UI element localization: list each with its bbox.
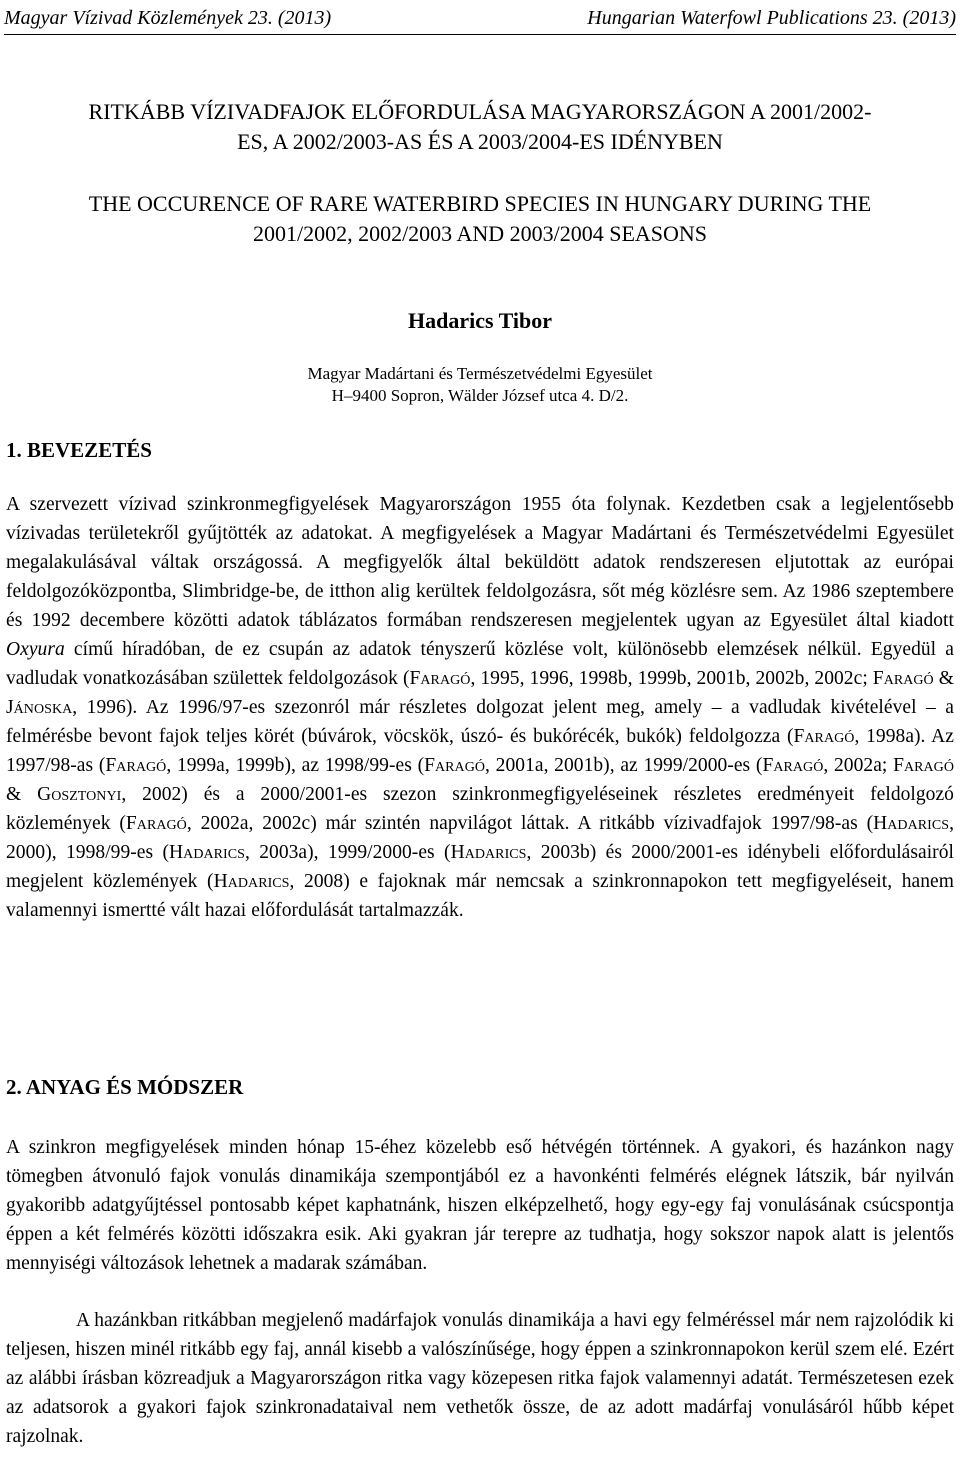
text-run: & (933, 668, 954, 689)
text-run: című híradóban, de ez csupán az adatok tényszerű közlése volt, különösebb elemzések nélkül. Egyedül a vadludak vonatkozásában születtek feldolgozások ( (6, 639, 954, 689)
title-hu-line-1: RITKÁBB VÍZIVADFAJOK ELŐFORDULÁSA MAGYARORSZÁGON A 2001/2002- (88, 99, 872, 124)
citation-author: Faragó (424, 755, 486, 776)
text-run: , 2002a; (823, 755, 894, 776)
text-run: , 1998a). Az 1997/98-as ( (6, 726, 954, 776)
text-run: , 2008) e fajoknak már nemcsak a szinkronnapokon tett megfigyeléseit, hanem valamennyi ismertté vált hazai előfordulását tartalmazzák. (6, 871, 954, 921)
citation-author: Faragó (793, 726, 855, 747)
affiliation-line-2: H–9400 Sopron, Wälder József utca 4. D/2. (331, 386, 629, 405)
title-hu-line-2: ES, A 2002/2003-AS ÉS A 2003/2004-ES IDÉNYBEN (237, 129, 723, 154)
title-english (0, 189, 960, 249)
citation-author: Faragó (105, 755, 167, 776)
text-run: A szervezett vízivad szinkronmegfigyelések Magyarországon 1955 óta folynak. Kezdetben csak a legjelentősebb vízivadas területekről gyűjtötték az adatokat. A megfigyelések a Magyar Madártani és Természetvédelmi Egyesület megalakulásával váltak országossá. A megfigyelők által beküldött adatok rendszeresen eljutottak az európai feldolgozóközpontba, Slimbridge-be, de itthon alig kerültek feldolgozásra, sőt még közlésre sem. Az 1986 szeptembere és 1992 decembere közötti adatok táblázatos formában rendszeresen megjelentek ugyan az Egyesület által kiadott (6, 494, 954, 631)
citation-author: Hadarics (169, 842, 245, 863)
title-en-line-1: THE OCCURENCE OF RARE WATERBIRD SPECIES IN HUNGARY DURING THE (88, 191, 872, 216)
text-run: , 1995, 1996, 1998b, 1999b, 2001b, 2002b, 2002c; (470, 668, 873, 689)
affiliation-line-1: Magyar Madártani és Természetvédelmi Egyesület (307, 364, 653, 383)
citation-author: Faragó (893, 755, 954, 776)
paragraph-methods-1: A szinkron megfigyelések minden hónap 15-éhez közelebb eső hétvégén történnek. A gyakori, és hazánkon nagy tömegben átvonuló fajok vonulás dinamikája szempontjából ez a havonkénti felmérés elégnek látszik, bár nyilván gyakoribb adatgyűjtéssel pontosabb képet kaphatnánk, hiszen elképzelhető, hogy egy-egy faj vonulásának csúcspontja éppen a két felmérés közötti időszakra esik. Aki gyakran jár terepre az tudhatja, hogy sokszor napok alatt is jelentős mennyiségi változások lehetnek a madarak számában. (6, 1137, 954, 1274)
citation-author: Faragó (872, 668, 934, 689)
citation-author: Jánoska (6, 697, 73, 718)
text-run: & (6, 784, 38, 805)
citation-author: Hadarics (873, 813, 950, 834)
text-run: , 1996). Az 1996/97-es szezonról már részletes dolgozat jelent meg, amely – a vadludak kivételével – a felmérésbe bevont fajok teljes körét (búvárok, vöcskök, úszó- és bukórécék, bukók) feldolgozza ( (6, 697, 954, 747)
header-journal-hu: Magyar Vízivad Közlemények 23. (2013) (4, 7, 332, 29)
paragraph-methods-2: A hazánkban ritkábban megjelenő madárfajok vonulás dinamikája a havi egy felméréssel már nem rajzolódik ki teljesen, hiszen minél ritkább egy faj, annál kisebb a valószínűsége, hogy éppen a szinkronnapokon kerül szem elé. Ezért az alábbi írásban közreadjuk a Magyarországon ritka vagy közepesen ritka fajok valamennyi adatát. Természetesen ezek az adatsorok a gyakori fajok szinkronadataival nem vethetők össze, de az adott madárfaj vonulásáról hűbb képet rajzolnak. (6, 1310, 954, 1447)
title-hungarian (0, 97, 960, 157)
citation-author: Faragó (125, 813, 187, 834)
text-run: , 2001a, 2001b), az 1999/2000-es ( (485, 755, 763, 776)
paragraph-introduction (6, 490, 954, 925)
citation-author: Gosztonyi (37, 784, 122, 805)
author-name: Hadarics Tibor (407, 308, 553, 333)
citation-author: Hadarics (213, 871, 290, 892)
section-heading-methods: 2. ANYAG ÉS MÓDSZER (6, 1075, 244, 1099)
text-run: , 1999a, 1999b), az 1998/99-es ( (166, 755, 425, 776)
citation-author: Faragó (762, 755, 824, 776)
text-run: , 2000), 1998/99-es ( (6, 813, 954, 863)
citation-author: Hadarics (450, 842, 527, 863)
author-affiliation (0, 363, 960, 407)
journal-name: Oxyura (6, 639, 65, 660)
title-en-line-2: 2001/2002, 2002/2003 AND 2003/2004 SEASONS (252, 221, 708, 246)
running-header (4, 6, 956, 35)
citation-author: Faragó (409, 668, 471, 689)
text-run: , 2003b) és 2000/2001-es idénybeli előfordulásairól megjelent közlemények ( (6, 842, 954, 892)
text-run: , 2002) és a 2000/2001-es szezon szinkronmegfigyeléseinek részletes eredményeit feldolgozó közlemények ( (6, 784, 954, 834)
header-journal-en: Hungarian Waterfowl Publications 23. (2013) (587, 7, 956, 29)
text-run: , 2002a, 2002c) már szintén napvilágot láttak. A ritkább vízivadfajok 1997/98-as ( (186, 813, 874, 834)
section-heading-introduction: 1. BEVEZETÉS (6, 438, 152, 462)
text-run: , 2003a), 1999/2000-es ( (244, 842, 451, 863)
